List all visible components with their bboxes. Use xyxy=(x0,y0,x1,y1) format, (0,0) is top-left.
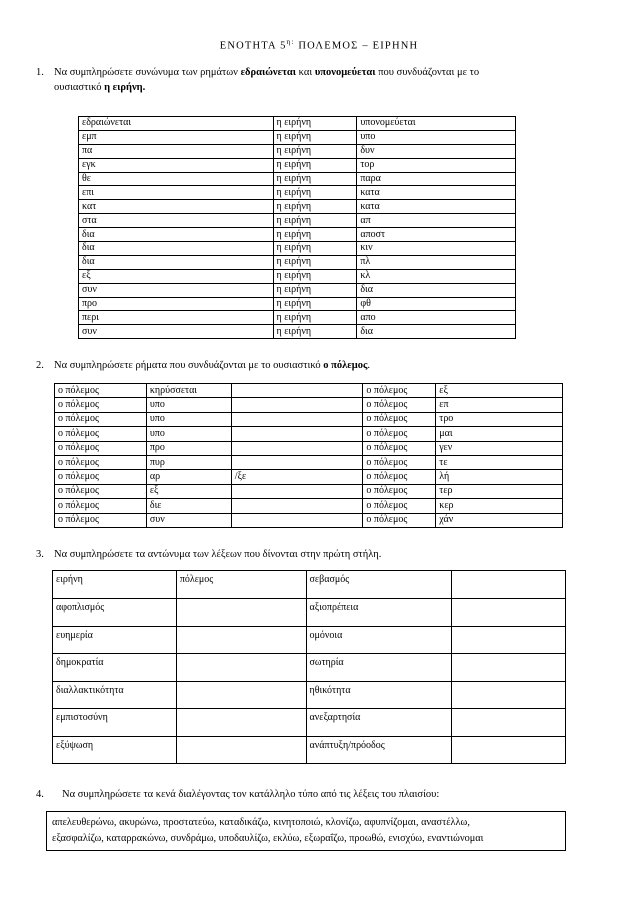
table-row xyxy=(55,455,563,469)
table-row xyxy=(53,599,566,627)
verb-cell[interactable] xyxy=(231,384,363,398)
verb-cell: εξ xyxy=(436,384,563,398)
noun-cell: ο πόλεμος xyxy=(363,398,436,412)
noun-cell: η ειρήνη xyxy=(273,214,357,228)
verbs-table xyxy=(54,383,563,528)
question-1-prompt: 1. Να συμπληρώσετε συνώνυμα των ρημάτων εδραιώνεται και υπονομεύεται που συνδυάζονται με το ουσιαστικό η ειρήνη. xyxy=(36,67,480,93)
table-row xyxy=(55,412,563,426)
noun-cell: ο πόλεμος xyxy=(55,513,147,527)
verb-cell: αρ xyxy=(146,470,231,484)
table-row xyxy=(79,158,516,172)
noun-cell: ο πόλεμος xyxy=(363,484,436,498)
noun-cell: ο πόλεμος xyxy=(363,470,436,484)
table-row xyxy=(79,200,516,214)
word-cell: εμπιστοσύνη xyxy=(53,709,177,737)
word-cell: αφοπλισμός xyxy=(53,599,177,627)
noun-cell: ο πόλεμος xyxy=(55,441,147,455)
noun-cell: ο πόλεμος xyxy=(55,499,147,513)
verb-cell: επ xyxy=(436,398,563,412)
verb-cell: υπο xyxy=(146,412,231,426)
noun-cell: η ειρήνη xyxy=(273,283,357,297)
word-cell: αξιοπρέπεια xyxy=(306,599,452,627)
word-cell: ευημερία xyxy=(53,626,177,654)
table-row xyxy=(79,283,516,297)
noun-cell: η ειρήνη xyxy=(273,172,357,186)
word-box-line: εξασφαλίζω, καταρρακώνω, συνδράμω, υποδαυλίζω, εκλύω, εξωραΐζω, προωθώ, ενισχύω, εναντιώνομαι xyxy=(52,833,484,844)
antonym-cell[interactable] xyxy=(452,681,566,709)
synonym-cell: επι xyxy=(79,186,274,200)
word-cell: ηθικότητα xyxy=(306,681,452,709)
noun-cell: ο πόλεμος xyxy=(55,398,147,412)
noun-cell: ο πόλεμος xyxy=(363,427,436,441)
verb-cell[interactable] xyxy=(231,455,363,469)
noun-cell: ο πόλεμος xyxy=(55,412,147,426)
noun-cell: η ειρήνη xyxy=(273,228,357,242)
verb-cell[interactable] xyxy=(231,513,363,527)
verb-cell: εξ xyxy=(146,484,231,498)
synonym-cell: τορ xyxy=(357,158,516,172)
noun-cell: η ειρήνη xyxy=(273,269,357,283)
synonym-cell: δυν xyxy=(357,144,516,158)
synonym-cell: εξ xyxy=(79,269,274,283)
page-title: ΕΝΟΤΗΤΑ $5^{\eta:}$ ΠΟΛΕΜΟΣ – ΕΙΡΗΝΗ xyxy=(219,38,419,52)
noun-cell: η ειρήνη xyxy=(273,297,357,311)
synonym-cell: συν xyxy=(79,283,274,297)
table-row xyxy=(55,470,563,484)
synonym-cell: παρα xyxy=(357,172,516,186)
antonym-cell[interactable] xyxy=(452,736,566,764)
table-row xyxy=(79,228,516,242)
question-number: 1. xyxy=(36,67,44,78)
synonym-cell: θε xyxy=(79,172,274,186)
verb-cell: προ xyxy=(146,441,231,455)
table-row xyxy=(53,709,566,737)
noun-cell: ο πόλεμος xyxy=(55,484,147,498)
synonym-cell: αποστ xyxy=(357,228,516,242)
antonym-cell[interactable] xyxy=(176,709,306,737)
word-cell: ανεξαρτησία xyxy=(306,709,452,737)
antonym-cell[interactable] xyxy=(452,626,566,654)
table-row xyxy=(55,384,563,398)
table-row xyxy=(79,242,516,256)
verb-cell[interactable] xyxy=(231,499,363,513)
noun-cell: η ειρήνη xyxy=(273,255,357,269)
verb-cell: τρο xyxy=(436,412,563,426)
verb-cell: τε xyxy=(436,455,563,469)
synonym-cell: δια xyxy=(79,228,274,242)
synonym-cell: δια xyxy=(79,242,274,256)
synonym-cell: συν xyxy=(79,325,274,339)
synonym-cell: κατα xyxy=(357,200,516,214)
synonym-cell: πα xyxy=(79,144,274,158)
table-row xyxy=(53,571,566,599)
verb-cell[interactable] xyxy=(231,427,363,441)
verb-cell: συν xyxy=(146,513,231,527)
table-row xyxy=(55,441,563,455)
verb-cell: διε xyxy=(146,499,231,513)
antonyms-table xyxy=(52,570,566,764)
noun-cell: η ειρήνη xyxy=(273,311,357,325)
noun-cell: η ειρήνη xyxy=(273,200,357,214)
table-row xyxy=(79,186,516,200)
antonym-cell[interactable] xyxy=(176,599,306,627)
table-row xyxy=(55,427,563,441)
table-row xyxy=(79,172,516,186)
table-row xyxy=(79,255,516,269)
synonym-cell: περι xyxy=(79,311,274,325)
word-box xyxy=(46,811,566,851)
question-2-prompt: 2. Να συμπληρώσετε ρήματα που συνδυάζονται με το ουσιαστικό ο πόλεμος. xyxy=(36,360,371,371)
verb-cell[interactable] xyxy=(231,412,363,426)
antonym-cell[interactable] xyxy=(452,571,566,599)
noun-cell: ο πόλεμος xyxy=(363,384,436,398)
word-cell: διαλλακτικότητα xyxy=(53,681,177,709)
synonym-cell: κατα xyxy=(357,186,516,200)
word-cell: δημοκρατία xyxy=(53,654,177,682)
word-cell: ανάπτυξη/πρόοδος xyxy=(306,736,452,764)
word-box-line: απελευθερώνω, ακυρώνω, προστατεύω, καταδικάζω, κινητοποιώ, κλονίζω, αφυπνίζομαι, αναστέλλω, xyxy=(52,817,470,828)
noun-cell: η ειρήνη xyxy=(273,186,357,200)
table-row xyxy=(79,214,516,228)
noun-cell: ο πόλεμος xyxy=(55,455,147,469)
synonym-cell: κλ xyxy=(357,269,516,283)
word-cell: ειρήνη xyxy=(53,571,177,599)
noun-cell: ο πόλεμος xyxy=(363,441,436,455)
synonym-cell: κιν xyxy=(357,242,516,256)
noun-cell: ο πόλεμος xyxy=(363,499,436,513)
verb-cell: λή xyxy=(436,470,563,484)
synonym-cell: κατ xyxy=(79,200,274,214)
noun-cell: ο πόλεμος xyxy=(363,455,436,469)
table-row xyxy=(55,398,563,412)
synonym-cell: εμπ xyxy=(79,130,274,144)
verb-cell[interactable] xyxy=(231,441,363,455)
word-cell: σεβασμός xyxy=(306,571,452,599)
noun-cell: η ειρήνη xyxy=(273,158,357,172)
word-cell: σωτηρία xyxy=(306,654,452,682)
verb-cell[interactable] xyxy=(231,484,363,498)
question-4-prompt: 4. Να συμπληρώσετε τα κενά διαλέγοντας τον κατάλληλο τύπο από τις λέξεις του πλαισίου: xyxy=(36,789,440,800)
table-row xyxy=(79,117,516,131)
verb-cell: /ξε xyxy=(231,470,363,484)
synonym-cell: φθ xyxy=(357,297,516,311)
word-cell: ομόνοια xyxy=(306,626,452,654)
table-row xyxy=(53,681,566,709)
verb-cell: κερ xyxy=(436,499,563,513)
table-row xyxy=(55,513,563,527)
noun-cell: η ειρήνη xyxy=(273,130,357,144)
question-number: 4. xyxy=(36,789,44,800)
antonym-cell: πόλεμος xyxy=(176,571,306,599)
noun-cell: ο πόλεμος xyxy=(363,412,436,426)
synonym-cell: απ xyxy=(357,214,516,228)
synonym-cell: πλ xyxy=(357,255,516,269)
table-row xyxy=(55,499,563,513)
synonym-cell: στα xyxy=(79,214,274,228)
question-number: 3. xyxy=(36,549,44,560)
antonym-cell[interactable] xyxy=(176,681,306,709)
table-row xyxy=(79,297,516,311)
verb-cell: υπο xyxy=(146,427,231,441)
verb-cell: μαι xyxy=(436,427,563,441)
synonym-cell: εγκ xyxy=(79,158,274,172)
verb-cell: τερ xyxy=(436,484,563,498)
table-row xyxy=(53,736,566,764)
synonyms-table xyxy=(78,116,516,339)
antonym-cell[interactable] xyxy=(452,709,566,737)
noun-cell: η ειρήνη xyxy=(273,325,357,339)
noun-cell: ο πόλεμος xyxy=(363,513,436,527)
word-cell: εξύψωση xyxy=(53,736,177,764)
synonym-cell: εδραιώνεται xyxy=(79,117,274,131)
noun-cell: ο πόλεμος xyxy=(55,384,147,398)
noun-cell: η ειρήνη xyxy=(273,117,357,131)
verb-cell: υπο xyxy=(146,398,231,412)
table-row xyxy=(53,626,566,654)
antonym-cell[interactable] xyxy=(176,626,306,654)
noun-cell: ο πόλεμος xyxy=(55,470,147,484)
table-row xyxy=(53,654,566,682)
question-number: 2. xyxy=(36,360,44,371)
synonym-cell: υπο xyxy=(357,130,516,144)
table-row xyxy=(79,325,516,339)
synonym-cell: δια xyxy=(357,325,516,339)
table-row xyxy=(79,311,516,325)
synonym-cell: προ xyxy=(79,297,274,311)
verb-cell: χάν xyxy=(436,513,563,527)
noun-cell: η ειρήνη xyxy=(273,144,357,158)
verb-cell: γεν xyxy=(436,441,563,455)
table-row xyxy=(55,484,563,498)
verb-cell: κηρύσσεται xyxy=(146,384,231,398)
table-row xyxy=(79,144,516,158)
antonym-cell[interactable] xyxy=(452,599,566,627)
synonym-cell: δια xyxy=(357,283,516,297)
verb-cell: πυρ xyxy=(146,455,231,469)
synonym-cell: απο xyxy=(357,311,516,325)
antonym-cell[interactable] xyxy=(176,654,306,682)
antonym-cell[interactable] xyxy=(176,736,306,764)
antonym-cell[interactable] xyxy=(452,654,566,682)
noun-cell: η ειρήνη xyxy=(273,242,357,256)
synonym-cell: δια xyxy=(79,255,274,269)
verb-cell[interactable] xyxy=(231,398,363,412)
table-row xyxy=(79,130,516,144)
table-row xyxy=(79,269,516,283)
noun-cell: ο πόλεμος xyxy=(55,427,147,441)
question-3-prompt: 3. Να συμπληρώσετε τα αντώνυμα των λέξεων που δίνονται στην πρώτη στήλη. xyxy=(36,549,382,560)
synonym-cell: υπονομεύεται xyxy=(357,117,516,131)
